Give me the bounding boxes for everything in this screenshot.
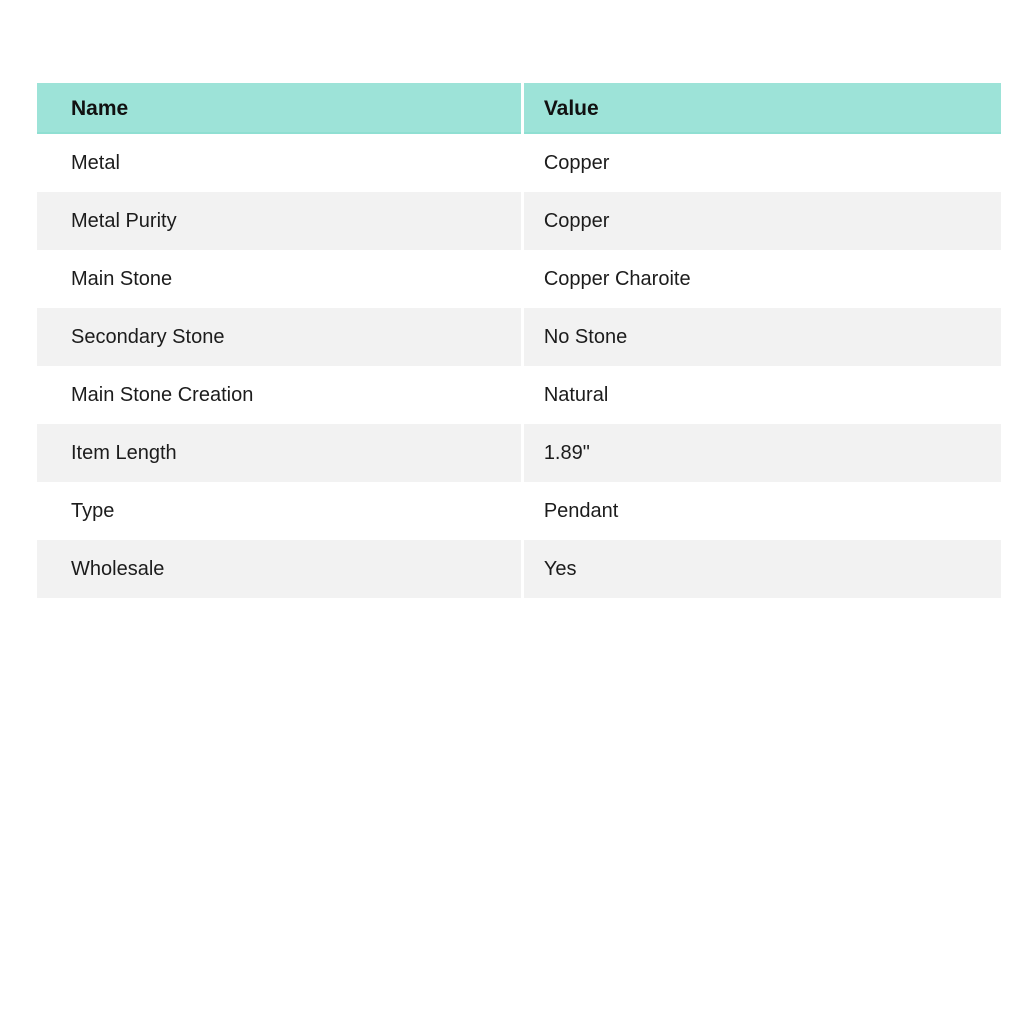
spec-value-cell: Yes [524, 540, 1001, 598]
spec-value-cell: No Stone [524, 308, 1001, 366]
spec-table-container [37, 83, 1001, 598]
table-row [37, 250, 1001, 308]
spec-name-cell: Wholesale [37, 540, 524, 598]
table-row [37, 308, 1001, 366]
spec-name-cell: Main Stone Creation [37, 366, 524, 424]
spec-name-cell: Main Stone [37, 250, 524, 308]
spec-name-cell: Type [37, 482, 524, 540]
table-row [37, 424, 1001, 482]
spec-name-cell: Metal [37, 134, 524, 192]
spec-value-cell: Copper Charoite [524, 250, 1001, 308]
spec-value-cell: Pendant [524, 482, 1001, 540]
spec-table [37, 83, 1001, 598]
table-row [37, 366, 1001, 424]
spec-value-cell: Copper [524, 192, 1001, 250]
table-row [37, 192, 1001, 250]
spec-table-body [37, 134, 1001, 598]
column-header-name: Name [37, 83, 524, 134]
table-row [37, 482, 1001, 540]
column-header-value: Value [524, 83, 1001, 134]
header-row [37, 83, 1001, 134]
spec-value-cell: 1.89" [524, 424, 1001, 482]
table-row [37, 134, 1001, 192]
table-row [37, 540, 1001, 598]
spec-name-cell: Metal Purity [37, 192, 524, 250]
spec-table-header [37, 83, 1001, 134]
spec-value-cell: Natural [524, 366, 1001, 424]
spec-value-cell: Copper [524, 134, 1001, 192]
spec-name-cell: Item Length [37, 424, 524, 482]
spec-name-cell: Secondary Stone [37, 308, 524, 366]
